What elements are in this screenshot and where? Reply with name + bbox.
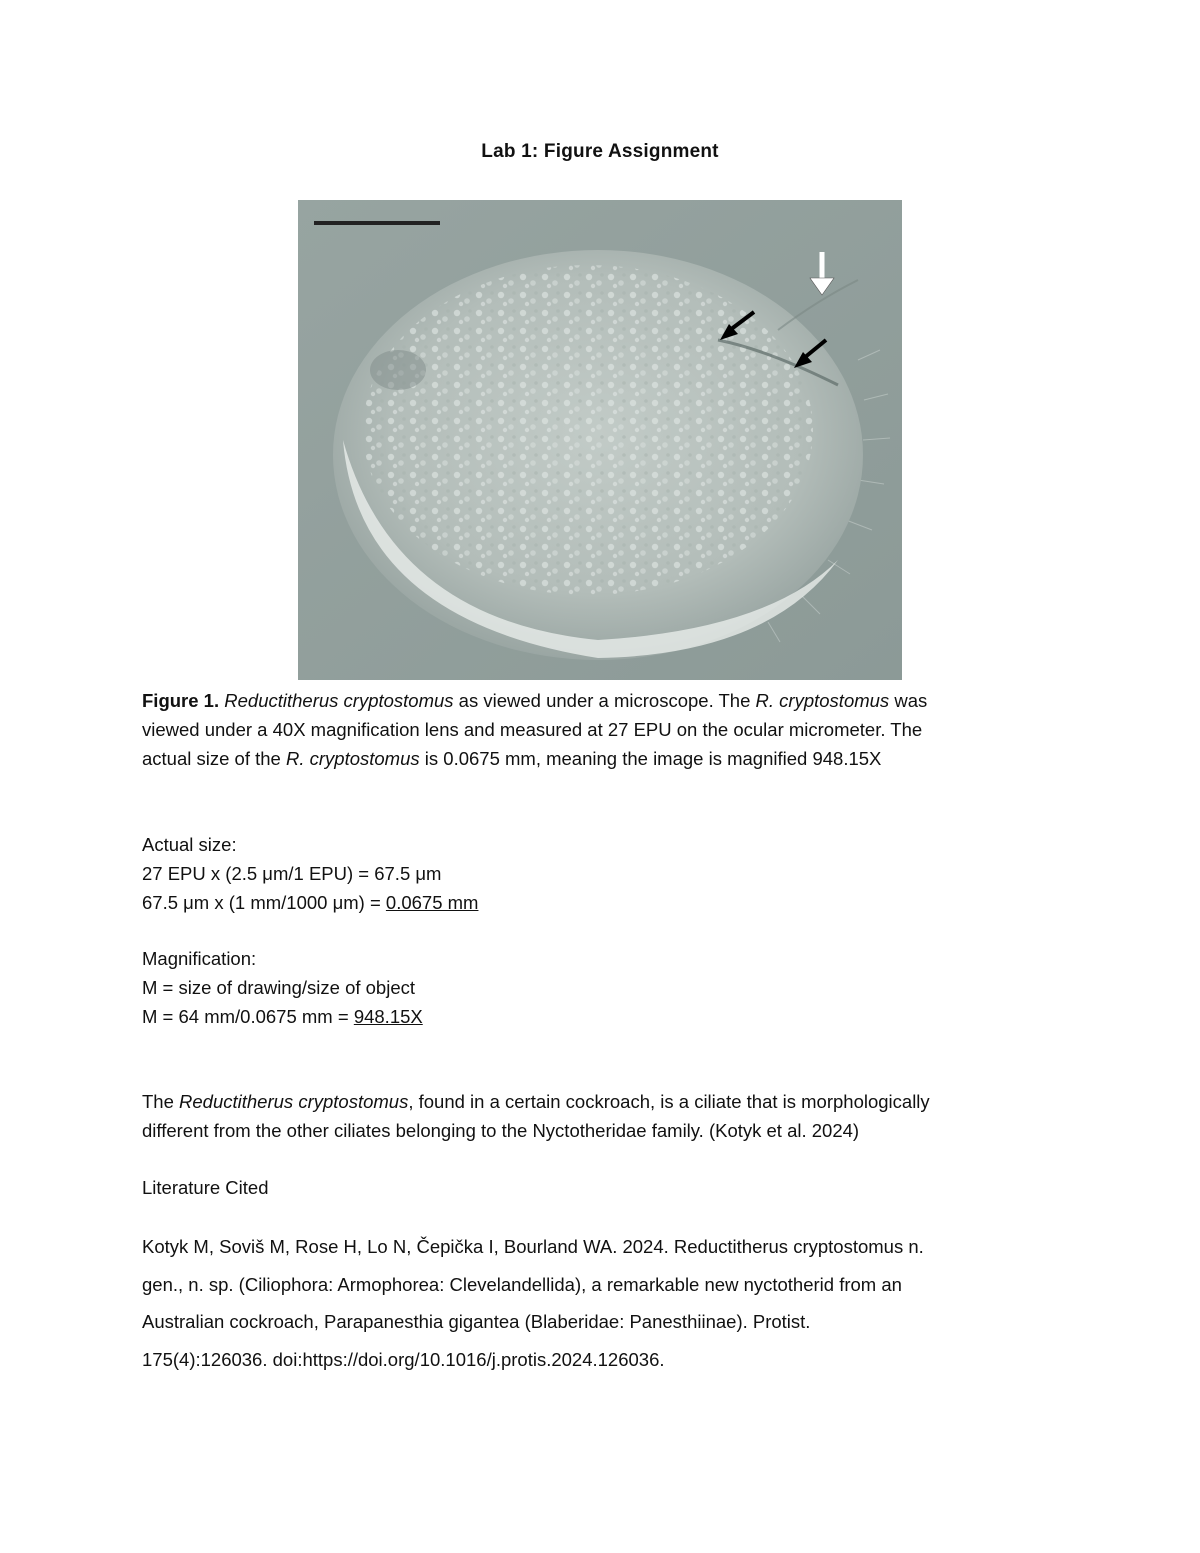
paragraph-text: , found in a certain cockroach, is a ciliate that is morphologically [408, 1091, 930, 1112]
species-abbrev: R. cryptostomus [285, 748, 420, 769]
vacuole [370, 350, 426, 390]
species-name: Reductitherus cryptostomus [179, 1091, 409, 1112]
caption-text: was [889, 690, 928, 711]
actual-size-line: 67.5 μm x (1 mm/1000 μm) = [142, 892, 386, 913]
figure-caption [142, 686, 1072, 773]
caption-text: is 0.0675 mm, meaning the image is magnified 948.15X [419, 748, 882, 769]
micrograph-image [298, 200, 902, 680]
species-name: Reductitherus cryptostomus [224, 690, 454, 711]
magnification-calc: M = 64 mm/0.0675 mm = [142, 1006, 354, 1027]
magnification-section [142, 944, 1072, 1031]
description-paragraph [142, 1087, 1072, 1145]
paragraph-text: The [142, 1091, 180, 1112]
page-title: Lab 1: Figure Assignment [481, 141, 719, 162]
citation-line: Australian cockroach, Parapanesthia gigantea (Blaberidae: Panesthiinae). Protist. [142, 1311, 811, 1332]
figure-label: Figure 1. [142, 690, 220, 711]
species-abbrev: R. cryptostomus [755, 690, 890, 711]
caption-text: as viewed under a microscope. The [453, 690, 756, 711]
citation-line: gen., n. sp. (Ciliophora: Armophorea: Clevelandellida), a remarkable new nyctotherid from an [142, 1273, 902, 1295]
paragraph-line: different from the other ciliates belonging to the Nyctotheridae family. (Kotyk et al. 2024) [142, 1120, 860, 1141]
scale-bar [314, 221, 440, 225]
actual-size-line: 27 EPU x (2.5 μm/1 EPU) = 67.5 μm [142, 863, 442, 884]
caption-text: actual size of the [142, 748, 286, 769]
actual-size-section [142, 830, 1072, 917]
literature-heading: Literature Cited [142, 1177, 269, 1198]
cell-granules [363, 265, 813, 595]
caption-line: viewed under a 40X magnification lens and measured at 27 EPU on the ocular micrometer. The [142, 719, 923, 740]
citation [142, 1228, 1072, 1378]
magnification-heading: Magnification: [142, 948, 257, 969]
citation-line: 175(4):126036. doi:https://doi.org/10.1016/j.protis.2024.126036. [142, 1348, 665, 1370]
citation-line: Kotyk M, Soviš M, Rose H, Lo N, Čepička I, Bourland WA. 2024. Reductitherus cryptostomus n. [142, 1236, 924, 1257]
actual-size-result: 0.0675 mm [385, 892, 479, 913]
magnification-formula: M = size of drawing/size of object [142, 977, 416, 998]
actual-size-heading: Actual size: [142, 834, 237, 855]
magnification-result: 948.15X [353, 1006, 423, 1027]
